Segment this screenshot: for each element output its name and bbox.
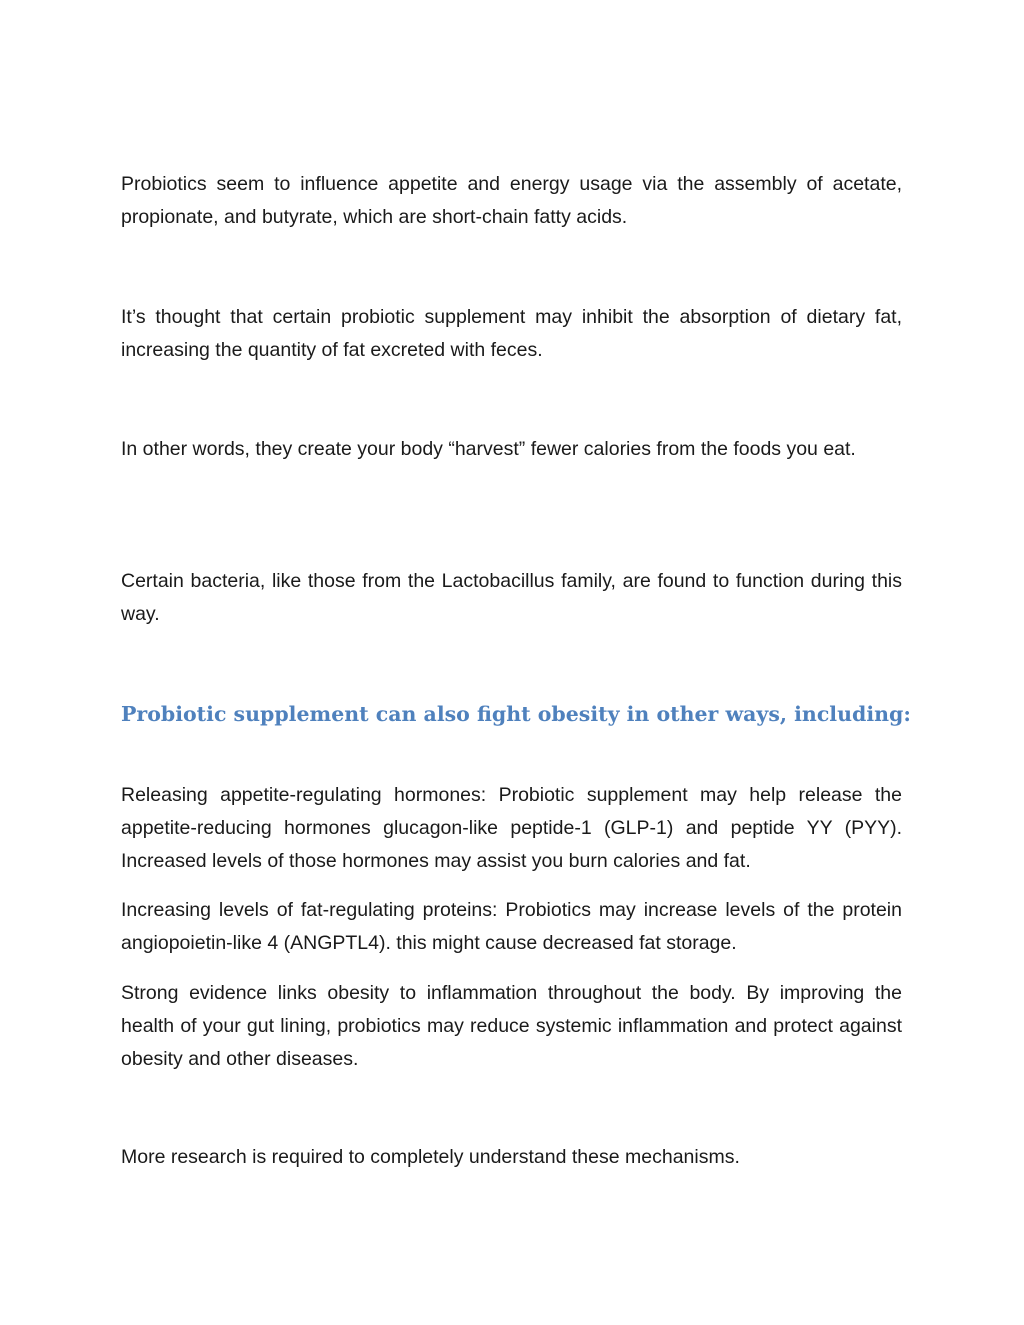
paragraph-harvest-calories: In other words, they create your body “harvest” fewer calories from the foods you eat. — [121, 438, 856, 460]
paragraph-appetite-hormones: Releasing appetite-regulating hormones: Probiotic supplement may help release the appetite-reducing hormones glucagon-like peptide-1 (GLP-1) and peptide YY (PYY). Increased levels of those hormones may assist you burn calories and fat. — [121, 784, 902, 872]
paragraph-lactobacillus: Certain bacteria, like those from the Lactobacillus family, are found to function during this way. — [121, 570, 902, 625]
paragraph-fat-absorption: It’s thought that certain probiotic supplement may inhibit the absorption of dietary fat, increasing the quantity of fat excreted with feces. — [121, 306, 902, 361]
paragraph-fat-regulating-proteins: Increasing levels of fat-regulating proteins: Probiotics may increase levels of the protein angiopoietin-like 4 (ANGPTL4). this might cause decreased fat storage. — [121, 899, 902, 954]
section-heading: Probiotic supplement can also fight obesity in other ways, including: — [121, 702, 911, 726]
paragraph-inflammation: Strong evidence links obesity to inflammation throughout the body. By improving the health of your gut lining, probiotics may reduce systemic inflammation and protect against obesity and other diseases. — [121, 982, 902, 1070]
paragraph-closing: More research is required to completely understand these mechanisms. — [121, 1146, 740, 1168]
paragraph-short-chain-fatty-acids: Probiotics seem to influence appetite and energy usage via the assembly of acetate, propionate, and butyrate, which are short-chain fatty acids. — [121, 173, 902, 228]
